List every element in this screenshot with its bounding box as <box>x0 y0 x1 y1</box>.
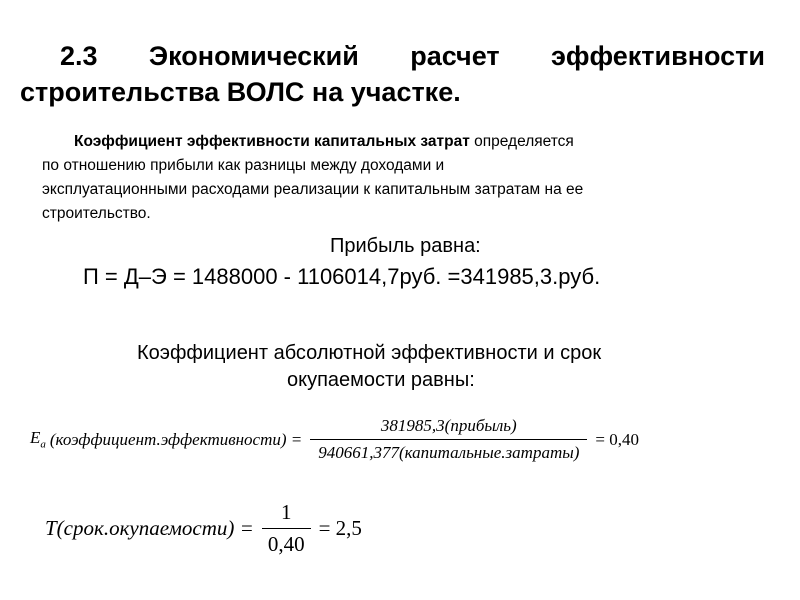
efficiency-denominator: 940661,377(капитальные.затраты) <box>310 439 587 463</box>
payback-denominator: 0,40 <box>262 528 311 557</box>
profit-formula: П = Д–Э = 1488000 - 1106014,7руб. =341985,3.руб. <box>83 264 601 289</box>
paragraph-line-1 <box>42 130 762 154</box>
title-word: Экономический <box>148 41 359 71</box>
efficiency-numerator: 381985,3(прибыль) <box>380 416 517 435</box>
paragraph-bold-term: Коэффициент эффективности капитальных затрат <box>74 133 470 150</box>
title-word: расчет <box>410 41 500 71</box>
paragraph-line-1-rest: определяется <box>469 133 574 150</box>
profit-label: Прибыль равна: <box>330 235 481 257</box>
paragraph-line-2: по отношению прибыли как разницы между доходами и <box>42 157 445 174</box>
efficiency-symbol-letter: E <box>30 428 41 448</box>
payback-lhs: T(срок.окупаемости) = <box>45 516 254 540</box>
efficiency-lhs: (коэффициент.эффективности) = <box>49 429 303 449</box>
efficiency-fraction <box>310 416 587 463</box>
efficiency-result: = 0,40 <box>595 429 640 449</box>
efficiency-formula <box>30 416 639 463</box>
payback-formula <box>45 500 362 557</box>
efficiency-subscript: a <box>40 438 46 451</box>
payback-numerator: 1 <box>280 500 292 524</box>
coefficient-heading <box>0 340 800 394</box>
payback-fraction <box>262 500 311 557</box>
efficiency-symbol <box>30 428 46 450</box>
paragraph-line-4: строительство. <box>42 205 151 222</box>
payback-result: = 2,5 <box>318 516 362 540</box>
coefficient-heading-line-1: Коэффициент абсолютной эффективности и срок <box>137 342 602 364</box>
section-title <box>20 38 765 110</box>
description-paragraph <box>42 130 762 226</box>
coefficient-heading-line-2: окупаемости равны: <box>287 369 475 391</box>
title-line-2: строительства ВОЛС на участке. <box>20 77 461 107</box>
title-word: эффективности <box>550 41 765 71</box>
title-line-1 <box>20 38 765 74</box>
paragraph-line-3: эксплуатационными расходами реализации к капитальным затратам на ее <box>42 181 584 198</box>
title-word: 2.3 <box>60 41 98 71</box>
